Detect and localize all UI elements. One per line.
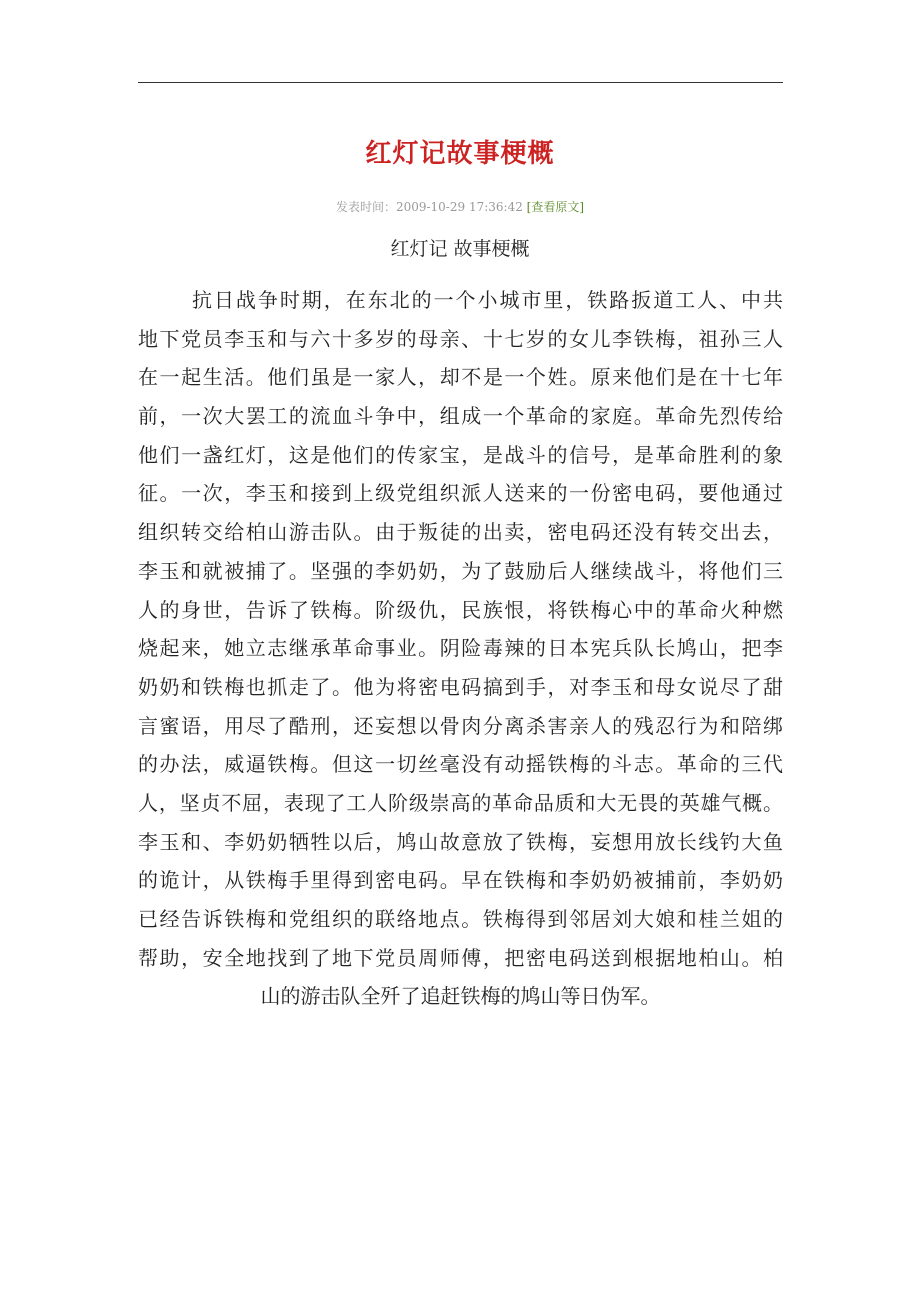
view-original-link[interactable]: [查看原文]	[526, 200, 585, 214]
body-line: 人，坚贞不屈，表现了工人阶级崇高的革命品质和大无畏的英雄气概。	[138, 790, 783, 815]
body-line: 在一起生活。他们虽是一家人，却不是一个姓。原来他们是在十七年	[138, 365, 783, 390]
body-line: 组织转交给柏山游击队。由于叛徒的出卖，密电码还没有转交出去，	[138, 520, 783, 545]
article-subtitle: 红灯记 故事梗概	[390, 238, 530, 260]
top-divider	[138, 82, 783, 83]
body-line: 李玉和、李奶奶牺牲以后，鸠山故意放了铁梅，妄想用放长线钓大鱼	[138, 829, 783, 854]
body-line: 地下党员李玉和与六十多岁的母亲、十七岁的女儿李铁梅，祖孙三人	[138, 326, 783, 351]
body-line: 的诡计，从铁梅手里得到密电码。早在铁梅和李奶奶被捕前，李奶奶	[138, 868, 783, 893]
article-body	[138, 281, 783, 1016]
body-line: 李玉和就被捕了。坚强的李奶奶，为了鼓励后人继续战斗，将他们三	[138, 558, 783, 583]
body-line: 征。一次，李玉和接到上级党组织派人送来的一份密电码，要他通过	[138, 481, 783, 506]
body-line: 山的游击队全歼了追赶铁梅的鸠山等日伪军。	[260, 984, 661, 1009]
body-line: 奶奶和铁梅也抓走了。他为将密电码搞到手，对李玉和母女说尽了甜	[138, 674, 783, 699]
page-title: 红灯记故事梗概	[365, 139, 555, 169]
body-line: 前，一次大罢工的流血斗争中，组成一个革命的家庭。革命先烈传给	[138, 404, 783, 429]
body-line: 烧起来，她立志继承革命事业。阴险毒辣的日本宪兵队长鸠山，把李	[138, 636, 783, 661]
body-line: 人的身世，告诉了铁梅。阶级仇，民族恨，将铁梅心中的革命火种燃	[138, 597, 783, 622]
body-line: 言蜜语，用尽了酷刑，还妄想以骨肉分离杀害亲人的残忍行为和陪绑	[138, 713, 783, 738]
publish-meta	[0, 198, 920, 216]
body-line: 他们一盏红灯，这是他们的传家宝，是战斗的信号，是革命胜利的象	[138, 442, 783, 467]
publish-time: 发表时间：2009-10-29 17:36:42	[335, 200, 523, 214]
body-line: 抗日战争时期，在东北的一个小城市里，铁路扳道工人、中共	[192, 288, 783, 312]
body-line: 已经告诉铁梅和党组织的联络地点。铁梅得到邻居刘大娘和桂兰姐的	[138, 907, 783, 931]
body-line: 的办法，威逼铁梅。但这一切丝毫没有动摇铁梅的斗志。革命的三代	[138, 752, 783, 777]
body-line: 帮助，安全地找到了地下党员周师傅，把密电码送到根据地柏山。柏	[138, 945, 783, 970]
